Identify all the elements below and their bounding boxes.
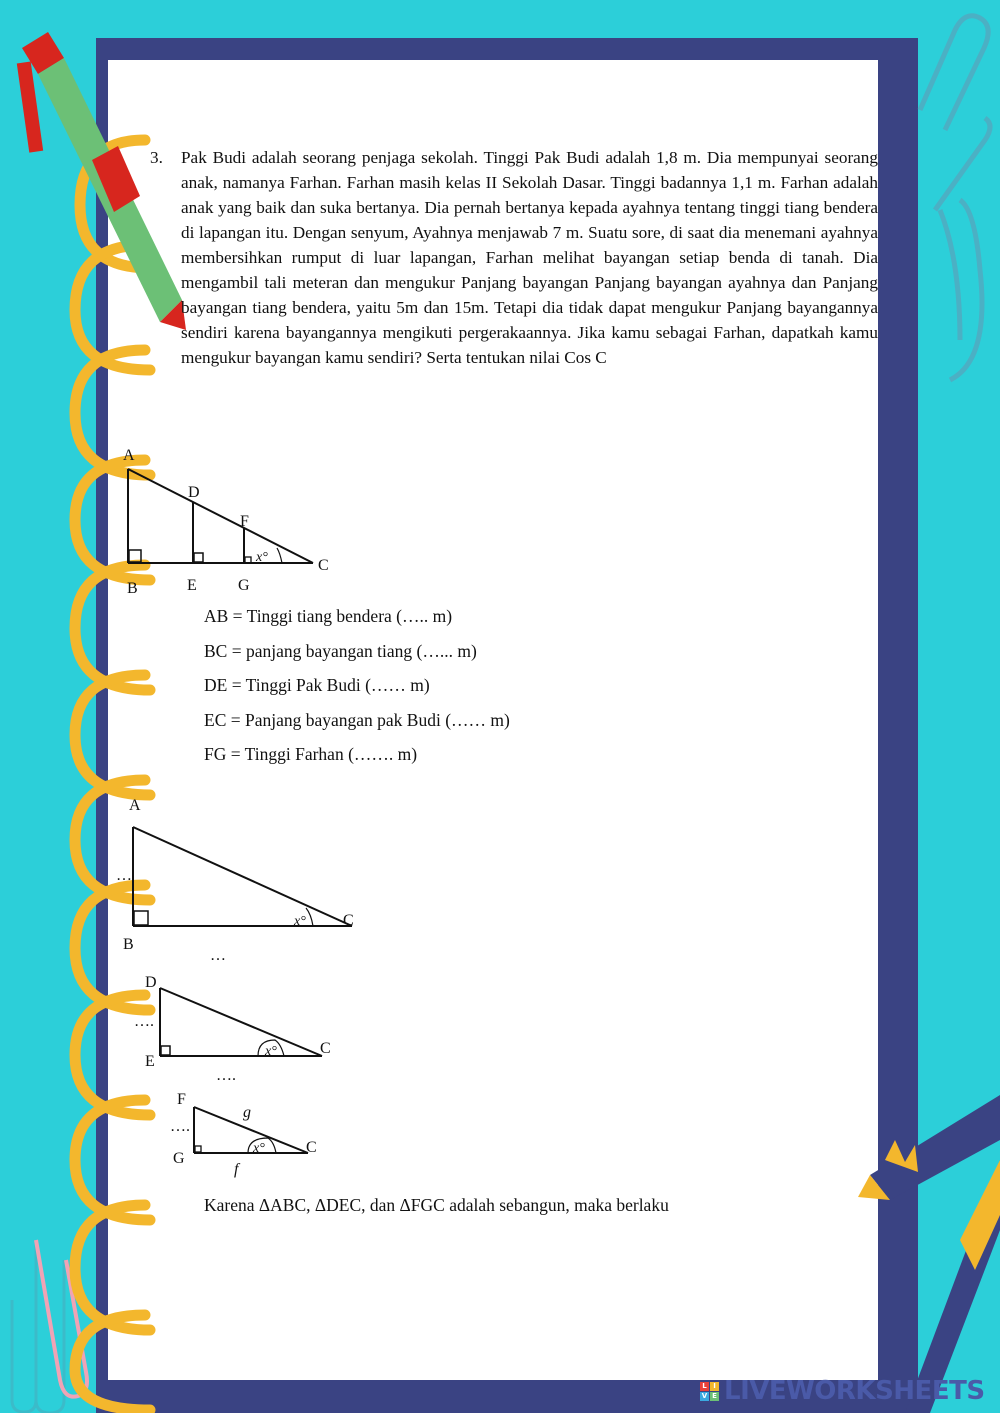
fig1-label-d: D (188, 484, 200, 501)
fig1-label-b: B (127, 580, 138, 597)
definition-fg: FG = Tinggi Farhan (……. m) (204, 744, 418, 765)
fig1-label-g: G (238, 577, 250, 594)
fgc-angle-label: x° (253, 1141, 265, 1156)
fgc-label-g: G (173, 1150, 185, 1167)
definitions-list (204, 603, 510, 776)
liveworksheets-watermark (700, 1376, 985, 1406)
abc-side-ab: … (116, 867, 132, 884)
dec-label-d: D (145, 974, 157, 991)
fgc-label-c: C (306, 1139, 317, 1156)
fig1-angle-label: x° (256, 550, 268, 565)
problem-number: 3. (150, 148, 163, 167)
fig1-label-c: C (318, 557, 329, 574)
dec-side-de: …. (134, 1013, 154, 1030)
fig1-label-a: A (123, 447, 135, 464)
triangle-dec (160, 988, 322, 1056)
dec-angle-label: x° (265, 1044, 277, 1059)
triangle-fgc (194, 1107, 308, 1153)
problem-text: Pak Budi adalah seorang penjaga sekolah. Tinggi Pak Budi adalah 1,8 m. Dia mempunyai seorang anak, namanya Farhan. Farhan masih kelas II Sekolah Dasar. Tinggi badannya 1,1 m. Farhan adalah anak yang baik dan suka bertanya. Dia pernah bertanya kepada ayahnya tentang tinggi tiang bendera di lapangan itu. Dengan senyum, Ayahnya menjawab 7 m. Suatu sore, di saat dia menemani ayahnya membersihkan rumput di luar lapangan, Farhan melihat bayangan setiap benda di tanah. Dia mengambil tali meteran dan mengukur Panjang bayangan Panjang bayangan ayahnya dan Panjang bayangan tiang bendera, yaitu 5m dan 15m. Tetapi dia tidak dapat mengukur Panjang bayangannya sendiri karena bayangannya mengikuti pergerakaannya. Jika kamu sebagai Farhan, dapatkah kamu mengukur bayangan kamu sendiri? Serta tentukan nilai Cos C (181, 148, 878, 367)
abc-label-c: C (343, 912, 354, 929)
dec-label-e: E (145, 1053, 155, 1070)
dec-label-c: C (320, 1040, 331, 1057)
liveworksheets-logo-icon: L I V E (700, 1382, 719, 1401)
fig1-label-e: E (187, 577, 197, 594)
definition-ab: AB = Tinggi tiang bendera (….. m) (204, 606, 453, 626)
watermark-text: LIVEWORKSHEETS (724, 1376, 985, 1406)
abc-label-b: B (123, 936, 134, 953)
dec-side-ec: …. (216, 1067, 236, 1084)
definition-de: DE = Tinggi Pak Budi (…… m) (204, 675, 430, 696)
fgc-side-g: g (243, 1104, 251, 1121)
abc-label-a: A (129, 797, 141, 814)
fgc-side-fg: …. (170, 1118, 190, 1135)
figure-combined-triangles (128, 469, 313, 563)
fgc-label-f: F (177, 1091, 186, 1108)
fig1-label-f: F (240, 513, 249, 530)
definition-bc: BC = panjang bayangan tiang (…... m) (204, 640, 477, 661)
fgc-side-f: f (234, 1161, 239, 1178)
abc-angle-label: x° (294, 914, 306, 929)
conclusion-text: Karena ΔABC, ΔDEC, dan ΔFGC adalah sebangun, maka berlaku (204, 1195, 669, 1215)
abc-side-bc: … (210, 947, 226, 964)
triangle-abc (133, 827, 352, 926)
definition-ec: EC = Panjang bayangan pak Budi (…… m) (204, 709, 510, 730)
